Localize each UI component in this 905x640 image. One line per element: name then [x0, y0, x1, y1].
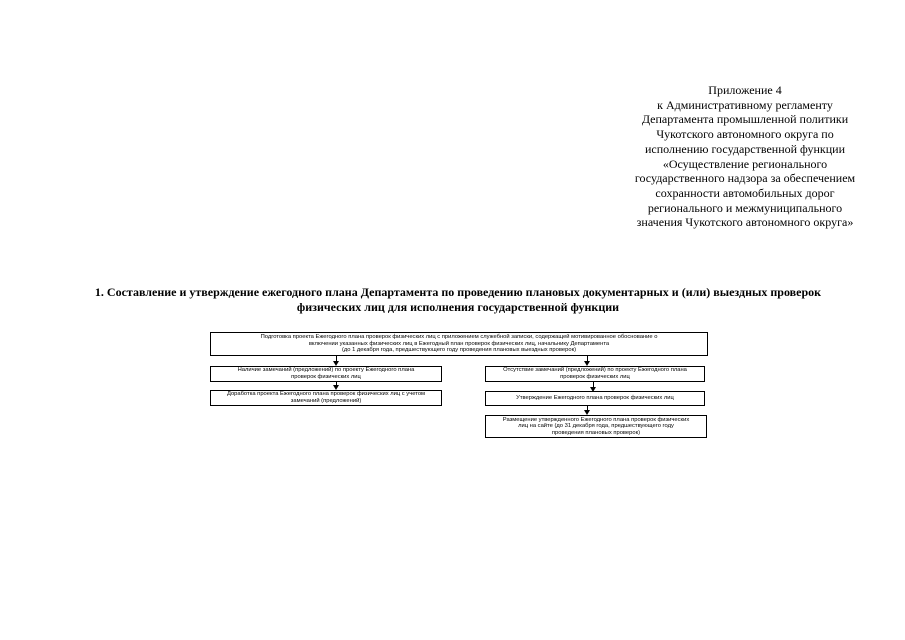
flow-box-text: проведения плановых проверок) — [551, 429, 641, 436]
flow-box-text: Наличие замечаний (предложений) по проекту Ежегодного плана — [237, 367, 415, 374]
flow-box-text: Размещение утвержденного Ежегодного плана проверок физических — [502, 416, 690, 423]
flow-box-publication — [485, 415, 707, 438]
flow-box-preparation — [210, 332, 708, 356]
appendix-line: к Административному регламенту — [657, 97, 833, 112]
flow-box-text: Отсутствие замечаний (предложений) по проекту Ежегодного плана — [503, 367, 687, 374]
appendix-line: «Осуществление регионального — [662, 156, 828, 171]
appendix-line: регионального и межмуниципального — [647, 200, 843, 215]
flow-box-approval — [485, 391, 705, 406]
appendix-line: сохранности автомобильных дорог — [655, 185, 835, 200]
flow-box-text: Утверждение Ежегодного плана проверок физических лиц — [516, 395, 674, 402]
appendix-line: Чукотского автономного округа по — [656, 127, 834, 142]
appendix-header — [600, 83, 890, 230]
section-title-line: 1. Составление и утверждение ежегодного плана Департамента по проведению плановых документарных и (или) выездных проверок — [94, 285, 822, 299]
appendix-line: государственного надзора за обеспечением — [634, 171, 856, 186]
appendix-line: исполнению государственной функции — [644, 141, 846, 156]
section-title-line: физических лиц для исполнения государственной функции — [296, 300, 620, 314]
appendix-line: значения Чукотского автономного округа» — [636, 215, 854, 230]
flow-box-revision — [210, 390, 442, 406]
appendix-line: Приложение 4 — [708, 83, 782, 97]
section-title — [40, 285, 876, 315]
flow-box-text: Подготовка проекта Ежегодного плана проверок физических лиц с приложением служебной записки, содержащей мотивированное обоснование о — [260, 334, 658, 341]
flow-box-text: (до 1 декабря года, предшествующего году проведения плановых выездных проверок) — [341, 347, 577, 354]
flow-box-text: лиц на сайте (до 31 декабря года, предшествующего году — [518, 423, 674, 430]
flow-box-text: Доработка проекта Ежегодного плана проверок физических лиц с учетом — [226, 391, 426, 398]
flow-box-text: проверок физических лиц — [291, 374, 361, 380]
flow-box-remarks-present — [210, 366, 442, 382]
appendix-line: Департамента промышленной политики — [641, 112, 849, 127]
flow-box-text: включении указанных физических лиц в Ежегодный план проверок физических лиц, начальнику Департамента — [308, 340, 610, 347]
flow-box-no-remarks — [485, 366, 705, 382]
flow-box-text: замечаний (предложений) — [290, 398, 362, 404]
flow-box-text: проверок физических лиц — [560, 374, 630, 380]
